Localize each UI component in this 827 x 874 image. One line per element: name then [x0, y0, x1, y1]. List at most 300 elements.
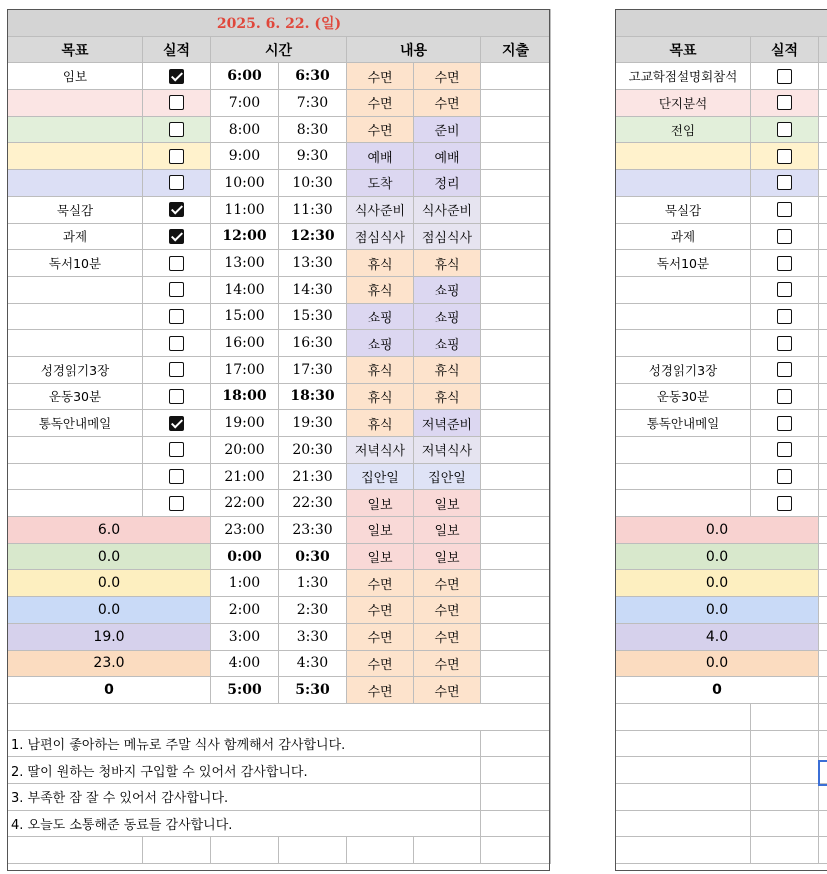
activity-cell[interactable]: 휴식: [414, 356, 481, 383]
checkbox[interactable]: [169, 469, 184, 484]
activity-cell[interactable]: 식사준비: [414, 196, 481, 223]
blank-cell[interactable]: [819, 116, 827, 143]
summary-value[interactable]: 0: [616, 677, 819, 704]
checkbox[interactable]: [169, 122, 184, 137]
blank-cell[interactable]: [819, 570, 827, 597]
blank-cell[interactable]: [819, 63, 827, 90]
note-blank[interactable]: [481, 810, 551, 837]
checkbox[interactable]: [777, 122, 792, 137]
blank-cell[interactable]: [819, 330, 827, 357]
expense-cell[interactable]: [481, 63, 551, 90]
checkbox[interactable]: [777, 149, 792, 164]
checkbox[interactable]: [169, 282, 184, 297]
goal-cell[interactable]: 통독안내메일: [616, 410, 751, 437]
blank-cell[interactable]: [8, 837, 143, 864]
activity-cell[interactable]: 수면: [347, 90, 414, 117]
checkbox[interactable]: [777, 69, 792, 84]
goal-cell[interactable]: [616, 276, 751, 303]
activity-cell[interactable]: 식사준비: [347, 196, 414, 223]
summary-value[interactable]: 0.0: [8, 570, 211, 597]
activity-cell[interactable]: 수면: [347, 63, 414, 90]
expense-cell[interactable]: [481, 383, 551, 410]
blank-cell[interactable]: [347, 837, 414, 864]
activity-cell[interactable]: 점심식사: [347, 223, 414, 250]
activity-cell[interactable]: 수면: [347, 116, 414, 143]
checkbox[interactable]: [169, 362, 184, 377]
summary-row-right: [616, 650, 827, 677]
time-start[interactable]: 16:00: [211, 330, 279, 357]
activity-cell[interactable]: 일보: [414, 490, 481, 517]
goal-cell[interactable]: 성경읽기3장: [616, 356, 751, 383]
expense-cell[interactable]: [481, 143, 551, 170]
time-end[interactable]: 12:30: [279, 223, 347, 250]
result-cell: [143, 410, 211, 437]
blank-cell[interactable]: [751, 810, 819, 837]
activity-cell[interactable]: 수면: [414, 570, 481, 597]
goal-cell[interactable]: 단지분석: [616, 90, 751, 117]
expense-cell[interactable]: [481, 356, 551, 383]
blank-cell[interactable]: [819, 490, 827, 517]
expense-cell[interactable]: [481, 570, 551, 597]
summary-row-right: [616, 677, 827, 704]
activity-cell[interactable]: 휴식: [414, 250, 481, 277]
summary-value[interactable]: 0.0: [616, 517, 819, 544]
checkbox[interactable]: [777, 202, 792, 217]
summary-row: [8, 517, 551, 544]
checkbox[interactable]: [169, 202, 184, 217]
blank-cell[interactable]: [819, 730, 827, 757]
goal-cell[interactable]: [8, 303, 143, 330]
time-end[interactable]: 23:30: [279, 517, 347, 544]
checkbox[interactable]: [777, 95, 792, 110]
checkbox[interactable]: [169, 229, 184, 244]
time-end[interactable]: 22:30: [279, 490, 347, 517]
result-cell: [143, 303, 211, 330]
result-cell: [143, 330, 211, 357]
blank-cell[interactable]: [819, 90, 827, 117]
time-end[interactable]: 17:30: [279, 356, 347, 383]
activity-cell[interactable]: 쇼핑: [414, 276, 481, 303]
checkbox[interactable]: [777, 416, 792, 431]
summary-value[interactable]: 6.0: [8, 517, 211, 544]
time-start[interactable]: 12:00: [211, 223, 279, 250]
activity-cell[interactable]: 수면: [414, 677, 481, 704]
schedule-row-right: [616, 437, 827, 464]
activity-cell[interactable]: 휴식: [347, 356, 414, 383]
blank-cell[interactable]: [751, 837, 819, 864]
checkbox[interactable]: [777, 496, 792, 511]
goal-cell[interactable]: 묵실감: [616, 196, 751, 223]
expense-cell[interactable]: [481, 196, 551, 223]
time-start[interactable]: 4:00: [211, 650, 279, 677]
schedule-row: [8, 437, 551, 464]
time-start[interactable]: 2:00: [211, 597, 279, 624]
blank-cell[interactable]: [819, 410, 827, 437]
summary-value[interactable]: 4.0: [616, 623, 819, 650]
schedule-row: [8, 383, 551, 410]
time-start[interactable]: 5:00: [211, 677, 279, 704]
time-end[interactable]: 0:30: [279, 543, 347, 570]
blank-cell[interactable]: [819, 837, 827, 864]
schedule-row: [8, 276, 551, 303]
goal-cell[interactable]: [8, 170, 143, 197]
goal-cell[interactable]: [616, 437, 751, 464]
goal-cell[interactable]: [616, 490, 751, 517]
time-end[interactable]: 15:30: [279, 303, 347, 330]
time-end[interactable]: 9:30: [279, 143, 347, 170]
checkbox[interactable]: [777, 309, 792, 324]
goal-cell[interactable]: 임보: [8, 63, 143, 90]
time-start[interactable]: 23:00: [211, 517, 279, 544]
schedule-row: [8, 170, 551, 197]
activity-cell[interactable]: 일보: [414, 543, 481, 570]
time-start[interactable]: 1:00: [211, 570, 279, 597]
blank-cell[interactable]: [751, 783, 819, 810]
blank-cell[interactable]: [819, 276, 827, 303]
blank-cell[interactable]: [481, 837, 551, 864]
blank-cell[interactable]: [819, 783, 827, 810]
activity-cell[interactable]: 저녁준비: [414, 410, 481, 437]
activity-cell[interactable]: 수면: [347, 570, 414, 597]
result-cell: [751, 196, 819, 223]
checkbox[interactable]: [777, 362, 792, 377]
schedule-row: [8, 196, 551, 223]
expense-cell[interactable]: [481, 597, 551, 624]
summary-row-right: [616, 597, 827, 624]
result-cell: [751, 490, 819, 517]
expense-cell[interactable]: [481, 437, 551, 464]
time-end[interactable]: 16:30: [279, 330, 347, 357]
blank-cell[interactable]: [414, 837, 481, 864]
expense-cell[interactable]: [481, 250, 551, 277]
note-blank[interactable]: [481, 783, 551, 810]
summary-value[interactable]: 0.0: [616, 570, 819, 597]
goal-cell[interactable]: 과제: [8, 223, 143, 250]
goal-cell[interactable]: [8, 116, 143, 143]
expense-cell[interactable]: [481, 223, 551, 250]
gratitude-note[interactable]: 2. 딸이 원하는 청바지 구입할 수 있어서 감사합니다.: [8, 757, 481, 784]
time-end[interactable]: 19:30: [279, 410, 347, 437]
checkbox[interactable]: [169, 309, 184, 324]
checkbox[interactable]: [169, 336, 184, 351]
blank-cell[interactable]: [819, 223, 827, 250]
time-end[interactable]: 11:30: [279, 196, 347, 223]
activity-cell[interactable]: 수면: [347, 677, 414, 704]
selected-cell-indicator[interactable]: [818, 760, 827, 786]
blank-cell[interactable]: [819, 517, 827, 544]
checkbox[interactable]: [777, 282, 792, 297]
time-end[interactable]: 13:30: [279, 250, 347, 277]
header-blank-right: [819, 36, 827, 63]
goal-cell[interactable]: [8, 143, 143, 170]
activity-cell[interactable]: 점심식사: [414, 223, 481, 250]
time-start[interactable]: 8:00: [211, 116, 279, 143]
result-cell: [143, 463, 211, 490]
time-end[interactable]: 18:30: [279, 383, 347, 410]
result-cell: [143, 437, 211, 464]
time-end[interactable]: 5:30: [279, 677, 347, 704]
header-row: [8, 36, 551, 63]
checkbox[interactable]: [777, 389, 792, 404]
blank-cell[interactable]: [819, 143, 827, 170]
summary-value[interactable]: 0.0: [616, 650, 819, 677]
time-start[interactable]: 15:00: [211, 303, 279, 330]
goal-cell[interactable]: 운동30분: [8, 383, 143, 410]
activity-cell[interactable]: 저녁식사: [414, 437, 481, 464]
blank-cell[interactable]: [819, 303, 827, 330]
time-start[interactable]: 14:00: [211, 276, 279, 303]
date-title-right[interactable]: [616, 10, 827, 37]
goal-cell[interactable]: [616, 463, 751, 490]
blank-cell[interactable]: [616, 837, 751, 864]
gratitude-note[interactable]: 4. 오늘도 소통해준 동료들 감사합니다.: [8, 810, 481, 837]
activity-cell[interactable]: 일보: [347, 543, 414, 570]
goal-cell[interactable]: 독서10분: [616, 250, 751, 277]
summary-row-right: [616, 543, 827, 570]
activity-cell[interactable]: 정리: [414, 170, 481, 197]
time-end[interactable]: 20:30: [279, 437, 347, 464]
expense-cell[interactable]: [481, 490, 551, 517]
expense-cell[interactable]: [481, 330, 551, 357]
summary-value[interactable]: 0.0: [8, 597, 211, 624]
blank-cell[interactable]: [819, 170, 827, 197]
summary-row-right: [616, 517, 827, 544]
schedule-row: [8, 330, 551, 357]
result-cell: [751, 437, 819, 464]
blank-cell[interactable]: [819, 677, 827, 704]
summary-value[interactable]: 0.0: [616, 597, 819, 624]
activity-cell[interactable]: 수면: [347, 623, 414, 650]
goal-cell[interactable]: [616, 170, 751, 197]
blank-cell[interactable]: [819, 650, 827, 677]
activity-cell[interactable]: 준비: [414, 116, 481, 143]
time-end[interactable]: 10:30: [279, 170, 347, 197]
activity-cell[interactable]: 수면: [414, 623, 481, 650]
goal-cell[interactable]: 묵실감: [8, 196, 143, 223]
checkbox[interactable]: [169, 496, 184, 511]
activity-cell[interactable]: 집안일: [414, 463, 481, 490]
blank-cell[interactable]: [616, 757, 751, 784]
time-start[interactable]: 3:00: [211, 623, 279, 650]
checkbox[interactable]: [777, 469, 792, 484]
time-start[interactable]: 10:00: [211, 170, 279, 197]
checkbox[interactable]: [169, 149, 184, 164]
result-cell: [751, 410, 819, 437]
summary-value[interactable]: 0.0: [616, 543, 819, 570]
time-end[interactable]: 3:30: [279, 623, 347, 650]
header-expense: 지출: [481, 36, 551, 63]
activity-cell[interactable]: 수면: [414, 90, 481, 117]
expense-cell[interactable]: [481, 303, 551, 330]
goal-cell[interactable]: 성경읽기3장: [8, 356, 143, 383]
blank-row-right: [616, 703, 827, 730]
result-cell: [751, 223, 819, 250]
blank-cell[interactable]: [819, 463, 827, 490]
time-end[interactable]: 8:30: [279, 116, 347, 143]
blank-cell[interactable]: [8, 703, 551, 730]
blank-cell[interactable]: [616, 783, 751, 810]
checkbox[interactable]: [169, 175, 184, 190]
goal-cell[interactable]: 독서10분: [8, 250, 143, 277]
activity-cell[interactable]: 일보: [347, 490, 414, 517]
result-cell: [751, 303, 819, 330]
blank-cell[interactable]: [751, 757, 819, 784]
activity-cell[interactable]: 휴식: [347, 276, 414, 303]
blank-cell[interactable]: [279, 837, 347, 864]
goal-cell[interactable]: [8, 90, 143, 117]
time-start[interactable]: 11:00: [211, 196, 279, 223]
blank-cell[interactable]: [819, 437, 827, 464]
checkbox[interactable]: [169, 442, 184, 457]
blank-cell[interactable]: [616, 730, 751, 757]
summary-row-right: [616, 570, 827, 597]
expense-cell[interactable]: [481, 623, 551, 650]
expense-cell[interactable]: [481, 543, 551, 570]
time-start[interactable]: 6:00: [211, 63, 279, 90]
time-start[interactable]: 7:00: [211, 90, 279, 117]
checkbox[interactable]: [777, 175, 792, 190]
goal-cell[interactable]: [8, 276, 143, 303]
checkbox[interactable]: [169, 389, 184, 404]
expense-cell[interactable]: [481, 410, 551, 437]
activity-cell[interactable]: 휴식: [414, 383, 481, 410]
activity-cell[interactable]: 쇼핑: [414, 303, 481, 330]
activity-cell[interactable]: 휴식: [347, 410, 414, 437]
activity-cell[interactable]: 예배: [414, 143, 481, 170]
checkbox[interactable]: [169, 416, 184, 431]
blank-cell[interactable]: [143, 837, 211, 864]
time-end[interactable]: 21:30: [279, 463, 347, 490]
activity-cell[interactable]: 일보: [414, 517, 481, 544]
blank-cell[interactable]: [819, 543, 827, 570]
goal-cell[interactable]: [616, 303, 751, 330]
note-blank[interactable]: [481, 757, 551, 784]
blank-cell[interactable]: [819, 623, 827, 650]
time-end[interactable]: 14:30: [279, 276, 347, 303]
date-title[interactable]: 2025. 6. 22. (일): [8, 10, 551, 37]
activity-cell[interactable]: 저녁식사: [347, 437, 414, 464]
blank-cell[interactable]: [616, 703, 751, 730]
activity-cell[interactable]: 집안일: [347, 463, 414, 490]
time-start[interactable]: 21:00: [211, 463, 279, 490]
activity-cell[interactable]: 쇼핑: [414, 330, 481, 357]
time-end[interactable]: 1:30: [279, 570, 347, 597]
checkbox[interactable]: [777, 229, 792, 244]
goal-cell[interactable]: [616, 143, 751, 170]
time-end[interactable]: 6:30: [279, 63, 347, 90]
gratitude-note[interactable]: 1. 남편이 좋아하는 메뉴로 주말 식사 함께해서 감사합니다.: [8, 730, 481, 757]
blank-cell[interactable]: [751, 730, 819, 757]
activity-cell[interactable]: 예배: [347, 143, 414, 170]
checkbox[interactable]: [777, 256, 792, 271]
time-start[interactable]: 19:00: [211, 410, 279, 437]
expense-cell[interactable]: [481, 116, 551, 143]
expense-cell[interactable]: [481, 677, 551, 704]
result-cell: [143, 276, 211, 303]
summary-value[interactable]: 19.0: [8, 623, 211, 650]
goal-cell[interactable]: [616, 330, 751, 357]
time-start[interactable]: 13:00: [211, 250, 279, 277]
expense-cell[interactable]: [481, 650, 551, 677]
result-cell: [751, 383, 819, 410]
activity-cell[interactable]: 일보: [347, 517, 414, 544]
blank-cell[interactable]: [819, 383, 827, 410]
goal-cell[interactable]: 고교학점설명회참석: [616, 63, 751, 90]
time-start[interactable]: 18:00: [211, 383, 279, 410]
checkbox[interactable]: [777, 336, 792, 351]
checkbox[interactable]: [777, 442, 792, 457]
expense-cell[interactable]: [481, 517, 551, 544]
blank-cell[interactable]: [819, 597, 827, 624]
time-start[interactable]: 9:00: [211, 143, 279, 170]
activity-cell[interactable]: 수면: [347, 597, 414, 624]
activity-cell[interactable]: 수면: [347, 650, 414, 677]
activity-cell[interactable]: 쇼핑: [347, 303, 414, 330]
goal-cell[interactable]: 통독안내메일: [8, 410, 143, 437]
result-cell: [751, 356, 819, 383]
activity-cell[interactable]: 휴식: [347, 250, 414, 277]
summary-value[interactable]: 0: [8, 677, 211, 704]
blank-cell[interactable]: [751, 703, 819, 730]
summary-value[interactable]: 0.0: [8, 543, 211, 570]
expense-cell[interactable]: [481, 170, 551, 197]
blank-cell[interactable]: [616, 810, 751, 837]
time-end[interactable]: 4:30: [279, 650, 347, 677]
expense-cell[interactable]: [481, 90, 551, 117]
blank-cell[interactable]: [819, 250, 827, 277]
activity-cell[interactable]: 수면: [414, 63, 481, 90]
time-start[interactable]: 22:00: [211, 490, 279, 517]
goal-cell[interactable]: [8, 463, 143, 490]
planner-body-left: [8, 10, 551, 864]
summary-value[interactable]: 23.0: [8, 650, 211, 677]
checkbox[interactable]: [169, 95, 184, 110]
goal-cell[interactable]: [8, 437, 143, 464]
result-cell: [751, 170, 819, 197]
goal-cell[interactable]: [8, 490, 143, 517]
activity-cell[interactable]: 수면: [414, 597, 481, 624]
blank-cell[interactable]: [819, 196, 827, 223]
goal-cell[interactable]: 전임: [616, 116, 751, 143]
gratitude-note[interactable]: 3. 부족한 잠 잘 수 있어서 감사합니다.: [8, 783, 481, 810]
checkbox[interactable]: [169, 69, 184, 84]
expense-cell[interactable]: [481, 463, 551, 490]
goal-cell[interactable]: 과제: [616, 223, 751, 250]
goal-cell[interactable]: 운동30분: [616, 383, 751, 410]
activity-cell[interactable]: 도착: [347, 170, 414, 197]
blank-cell[interactable]: [211, 837, 279, 864]
summary-row: [8, 677, 551, 704]
expense-cell[interactable]: [481, 276, 551, 303]
time-end[interactable]: 7:30: [279, 90, 347, 117]
time-end[interactable]: 2:30: [279, 597, 347, 624]
blank-cell[interactable]: [819, 356, 827, 383]
planner-sheet-right: [615, 9, 827, 864]
goal-cell[interactable]: [8, 330, 143, 357]
activity-cell[interactable]: 수면: [414, 650, 481, 677]
blank-cell[interactable]: [819, 810, 827, 837]
blank-cell[interactable]: [819, 703, 827, 730]
time-start[interactable]: 20:00: [211, 437, 279, 464]
schedule-row-right: [616, 490, 827, 517]
note-blank[interactable]: [481, 730, 551, 757]
activity-cell[interactable]: 휴식: [347, 383, 414, 410]
time-start[interactable]: 17:00: [211, 356, 279, 383]
time-start[interactable]: 0:00: [211, 543, 279, 570]
result-cell: [143, 383, 211, 410]
checkbox[interactable]: [169, 256, 184, 271]
activity-cell[interactable]: 쇼핑: [347, 330, 414, 357]
